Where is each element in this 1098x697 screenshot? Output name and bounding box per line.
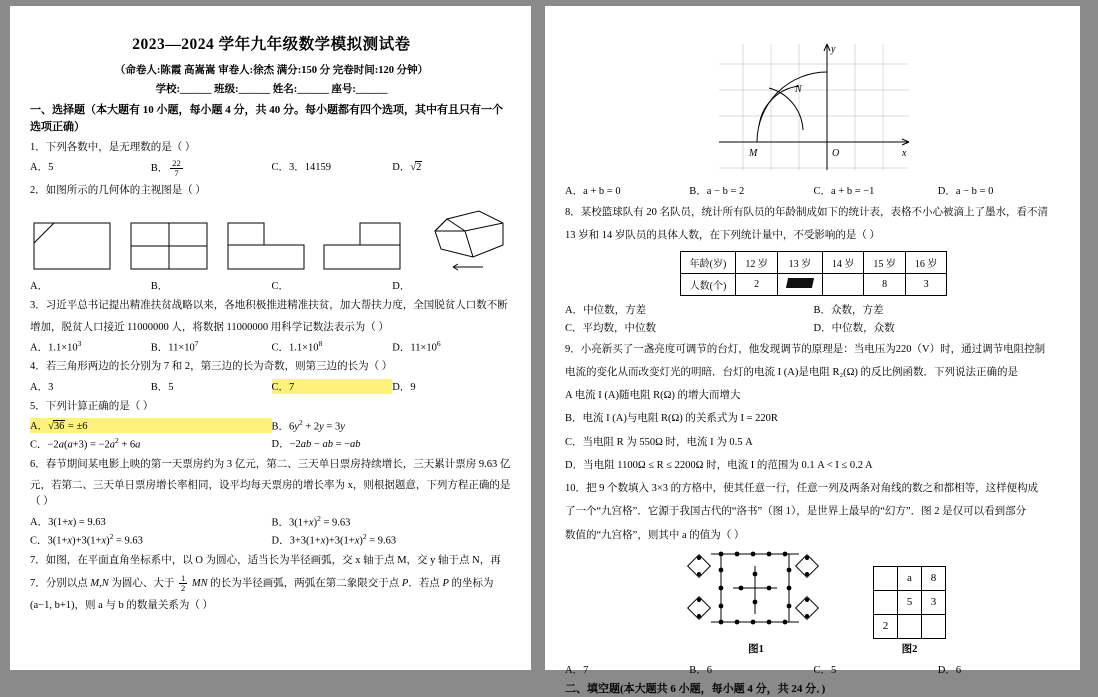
q6-option-d: D．$3+3(1+x)+3(1+x)^2 = 9.63$ — [271, 532, 397, 547]
q7-option-b: B．a − b = 2 — [689, 186, 745, 197]
q3-option-d: D．$11\times 10^6$ — [392, 338, 441, 354]
figure-magic-square — [873, 566, 946, 656]
question-7-line1: 7．如图，在平面直角坐标系中，以 O 为圆心，适当长为半径画弧，交 x 轴于点 M，交 y 轴于点 N，再 — [30, 554, 501, 566]
question-7-options — [565, 183, 1062, 198]
figure-solid-3d — [417, 205, 513, 275]
question-8-line2: 13 岁和 14 岁队员的具体人数，在下列统计量中，不受影响的是（ ） — [565, 230, 880, 242]
question-7-figure — [565, 30, 1062, 180]
q3-option-b: B．$11\times 10^7$ — [150, 338, 199, 354]
cell-r2c1 — [874, 590, 898, 614]
q7-option-a: A．a + b = 0 — [565, 186, 621, 197]
question-2-figures — [30, 205, 513, 275]
question-5-options-row1 — [30, 418, 513, 434]
section-2-heading: 二、填空题(本大题共 6 小题，每小题 4 分，共 24 分．) — [565, 682, 826, 695]
question-10-line1: 10．把 9 个数填入 3×3 的方格中，使其任意一行，任意一列及两条对角线的数之和都相等，这样便构成 — [565, 483, 1039, 495]
svg-text:y: y — [830, 44, 835, 55]
cell-age-16: 16 岁 — [905, 251, 947, 273]
figure-option-d — [320, 217, 406, 275]
q9-option-a: A 电流 I (A)随电阻 R(Ω) 的增大而增大 — [565, 390, 741, 402]
q7-option-c: C．a + b = −1 — [813, 186, 875, 197]
student-fill-line: 学校:______ 班级:______ 姓名:______ 座号:______ — [155, 84, 388, 95]
question-2-option-labels — [30, 278, 513, 293]
q3-option-a: A．$1.1\times 10^3$ — [30, 338, 82, 354]
cell-r1c1 — [874, 566, 898, 590]
q10-option-b: B．6 — [689, 664, 713, 676]
cell-r3c2 — [898, 614, 922, 638]
question-10-line3: 数值的“九宫格”，则其中 a 的值为（ ） — [565, 529, 745, 541]
svg-text:O: O — [831, 148, 839, 159]
question-10-options — [565, 662, 1062, 677]
q4-option-c: C．7 — [272, 379, 393, 394]
figure-option-c — [224, 217, 310, 275]
q6-option-b: B．$3(1+x)^2 = 9.63$ — [271, 513, 351, 529]
cell-age-12: 12 岁 — [736, 251, 778, 273]
q2-option-c: C． — [271, 281, 290, 293]
figure-option-b — [127, 217, 213, 275]
question-7-line3: (a−1, b+1)，则 a 与 b 的数量关系为（ ） — [30, 599, 214, 611]
cell-age-14: 14 岁 — [822, 251, 864, 273]
question-6-line1: 6．春节期间某电影上映的第一天票房约为 3 亿元，第二、三天单日票房持续增长，三天累计票房 9.63 亿 — [30, 458, 511, 470]
question-2: 2．如图所示的几何体的主视图是（ ） — [30, 185, 206, 197]
q2-option-d: D． — [392, 281, 411, 293]
q8-option-b: B．众数，方差 — [813, 304, 884, 316]
figure-2-caption: 图2 — [901, 643, 918, 655]
question-7-line2: 7．分别以点 M,N 为圆心、大于 $\frac{1}{2}$ MN 的长为半径画弧，两弧在第二象限交于点 P．若点 P 的坐标为 — [30, 573, 494, 593]
svg-text:x: x — [901, 148, 906, 159]
page-left — [10, 6, 531, 670]
table-row — [680, 251, 947, 273]
question-1-options — [30, 159, 513, 178]
question-4-options — [30, 379, 513, 394]
cell-r3c3 — [922, 614, 946, 638]
question-8-options-row1 — [565, 302, 1062, 317]
svg-text:N: N — [794, 84, 802, 95]
cell-count-16: 3 — [905, 273, 947, 295]
figure-luoshu — [681, 548, 831, 656]
q6-option-c: C．$3(1+x)+3(1+x)^2 = 9.63$ — [30, 532, 143, 547]
ink-blot-icon — [786, 278, 814, 288]
q9-option-b: B．电流 I (A)与电阻 R(Ω) 的关系式为 I = 220R — [565, 413, 778, 425]
figure-1-caption: 图1 — [748, 643, 764, 655]
q10-option-a: A．7 — [565, 664, 589, 676]
page-right — [545, 6, 1080, 695]
question-6-line2: 元，若第二、三天单日票房增长率相同，设平均每天票房的增长率为 x，则根据题意，下列方程正确的是（ ） — [30, 480, 511, 508]
cell-count-13-blot — [777, 273, 822, 295]
question-4: 4．若三角形两边的长分别为 7 和 2，第三边的长为奇数，则第三边的长为（ ） — [30, 361, 393, 373]
q10-option-c: C．5 — [813, 664, 837, 676]
question-1: 1．下列各数中，是无理数的是（ ） — [30, 142, 196, 153]
q9-option-d: D．当电阻 1100Ω ≤ R ≤ 2200Ω 时，电流 I 的范围为 0.1 A < I ≤ 0.2 A — [565, 459, 873, 471]
question-3-line1: 3．习近平总书记提出精准扶贫战略以来，各地积极推进精准扶贫，加大帮扶力度，全国脱贫人口数不断 — [30, 300, 508, 312]
q9-option-c: C．当电阻 R 为 550Ω 时，电流 I 为 0.5 A — [565, 436, 753, 448]
question-5-options-row2 — [30, 436, 513, 452]
cell-r3c1: 2 — [874, 614, 898, 638]
cell-age-13: 13 岁 — [777, 251, 822, 273]
q1-option-a: A．5 — [30, 162, 54, 174]
cell-r2c3: 3 — [922, 590, 946, 614]
table-row — [680, 273, 947, 295]
q4-option-d: D．9 — [392, 381, 416, 393]
q1-option-c: C．3．14159 — [271, 162, 332, 174]
q7-option-d: D．a − b = 0 — [937, 186, 994, 197]
question-6-options-row1 — [30, 514, 513, 530]
q3-option-c: C．$1.1\times 10^8$ — [271, 338, 323, 354]
magic-square-grid — [873, 566, 946, 639]
figure-option-a — [30, 217, 116, 275]
q1-option-d: D．√2 — [392, 162, 422, 174]
svg-text:M: M — [748, 148, 757, 159]
q2-option-a: A． — [30, 281, 49, 293]
question-5: 5．下列计算正确的是（ ） — [30, 400, 154, 412]
table-row — [874, 614, 946, 638]
exam-meta: （命卷人:陈霞 高嵩嵩 审卷人:徐杰 满分:150 分 完卷时间:120 分钟） — [114, 65, 429, 76]
q10-option-d: D．6 — [937, 664, 962, 676]
cell-age-header: 年龄(岁) — [680, 251, 736, 273]
cell-r1c3: 8 — [922, 566, 946, 590]
q8-option-c: C．平均数，中位数 — [565, 322, 657, 334]
page-title: 2023—2024 学年九年级数学模拟测试卷 — [132, 36, 411, 53]
question-3-options — [30, 339, 513, 355]
q4-option-a: A．3 — [30, 381, 54, 393]
q5-option-d: D．−2ab − ab = −ab — [271, 439, 361, 451]
question-8-table — [680, 251, 948, 296]
q1-option-b: B． $\frac{22}{7}$ — [150, 158, 181, 179]
question-9-line2: 电流的变化从而改变灯光的明暗．台灯的电流 I (A)是电阻 R₂(Ω) 的反比例函数．下列说法正确的是 — [565, 366, 1019, 378]
question-9-line1: 9．小亮新买了一盏亮度可调节的台灯，他发现调节的原理是：当电压为220（V）时，通过调节电阻控制 — [565, 343, 1046, 355]
cell-r2c2: 5 — [898, 590, 922, 614]
question-8-options-row2 — [565, 320, 1062, 335]
q8-option-a: A．中位数，方差 — [565, 304, 647, 316]
question-8-line1: 8．某校篮球队有 20 名队员，统计所有队员的年龄制成如下的统计表，表格不小心被滴上了墨水，看不清 — [565, 207, 1048, 218]
cell-age-15: 15 岁 — [864, 251, 906, 273]
question-6-options-row2 — [30, 532, 513, 548]
q8-option-d: D．中位数，众数 — [813, 322, 895, 334]
section-1-heading: 一、选择题（本大题有 10 小题，每小题 4 分，共 40 分。每小题都有四个选项，其中有且只有一个选项正确） — [30, 104, 503, 133]
q6-option-a: A．3(1+x) = 9.63 — [30, 516, 106, 528]
table-row — [874, 566, 946, 590]
cell-count-15: 8 — [864, 273, 906, 295]
cell-count-14 — [822, 273, 864, 295]
q4-option-b: B．5 — [150, 381, 174, 393]
question-10-line2: 了一个“九宫格”．它源于我国古代的“洛书”（图 1），是世界上最早的“幻方”．图 2 是仅可以看到部分 — [565, 506, 1027, 518]
cell-count-header: 人数(个) — [680, 273, 736, 295]
question-3-line2: 增加，脱贫人口接近 11000000 人，将数据 11000000 用科学记数法表示为（ ） — [30, 321, 389, 333]
q5-option-a: A．√36 = ±6 — [30, 418, 272, 434]
q2-option-b: B． — [150, 281, 169, 293]
q5-option-b: B．$6y^2 + 2y = 3y$ — [271, 417, 345, 433]
table-row — [874, 590, 946, 614]
cell-r1c2: a — [898, 566, 922, 590]
q5-option-c: C．$-2a(a+3) = -2a^2 + 6a$ — [30, 436, 141, 451]
cell-count-12: 2 — [736, 273, 778, 295]
